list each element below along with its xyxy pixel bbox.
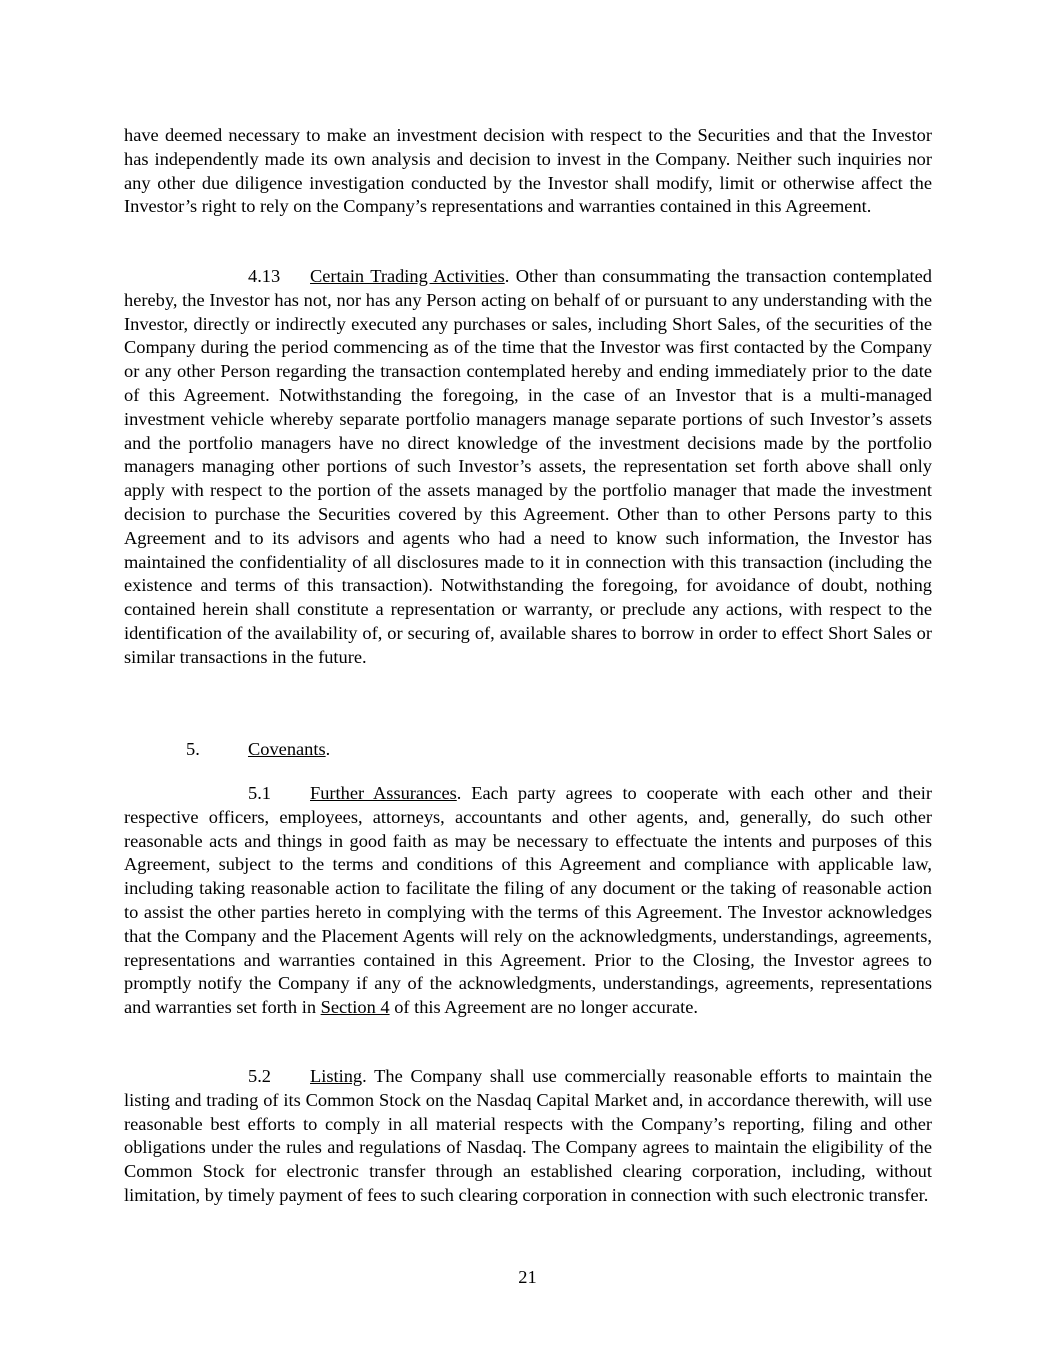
section-title: Listing <box>310 1066 363 1086</box>
section-title: Covenants <box>248 739 326 759</box>
carryover-paragraph <box>124 124 932 219</box>
section-5-1-further-assurances <box>124 782 932 1020</box>
page-number: 21 <box>518 1267 537 1287</box>
section-body: . Other than consummating the transaction contemplated hereby, the Investor has not, nor has any Person acting on behalf of or pursuant to any understanding with the Investor, directly or indirectly executed any purchases or sales, including Short Sales, of the securities of the Company during the period commencing as of the time that the Investor was first contacted by the Company or any other Person regarding the transaction contemplated hereby and ending immediately prior to the date of this Agreement. Notwithstanding the foregoing, in the case of an Investor that is a multi-managed investment vehicle whereby separate portfolio managers manage separate portions of such Investor’s assets and the portfolio managers have no direct knowledge of the investment decisions made by the portfolio managers managing other portions of such Investor’s assets, the representation set forth above shall only apply with respect to the portion of the assets managed by the portfolio manager that made the investment decision to purchase the Securities covered by this Agreement. Other than to other Persons party to this Agreement and to its advisors and agents who had a need to know such information, the Investor has maintained the confidentiality of all disclosures made to it in connection with this transaction (including the existence and terms of this transaction). Notwithstanding the foregoing, for avoidance of doubt, nothing contained herein shall constitute a representation or warranty, or preclude any actions, with respect to the identification of the availability of, or securing of, available shares to borrow in order to effect Short Sales or similar transactions in the future. <box>124 266 932 667</box>
section-body: . Each party agrees to cooperate with each other and their respective officers, employees, attorneys, accountants and other agents, and, generally, do such other reasonable acts and things in good faith as may be necessary to effectuate the intents and purposes of this Agreement, subject to the terms and conditions of this Agreement and compliance with applicable law, including taking reasonable action to facilitate the filing of any document or the taking of reasonable action to assist the other parties hereto in complying with the terms of this Agreement. The Investor acknowledges that the Company and the Placement Agents will rely on the acknowledgments, understandings, agreements, representations and warranties contained in this Agreement. Prior to the Closing, the Investor agrees to promptly notify the Company if any of the acknowledgments, understandings, agreements, representations and warranties set forth in <box>124 783 932 1018</box>
section-body: . The Company shall use commercially reasonable efforts to maintain the listing and trading of its Common Stock on the Nasdaq Capital Market and, in accordance therewith, will use reasonable best efforts to comply in all material respects with the Company’s reporting, filing and other obligations under the rules and regulations of Nasdaq. The Company agrees to maintain the eligibility of the Common Stock for electronic transfer through an established clearing corporation, including, without limitation, by timely payment of fees to such clearing corporation in connection with such electronic transfer. <box>124 1066 932 1205</box>
paragraph-text <box>124 782 932 1020</box>
section-number: 5.1 <box>248 783 271 803</box>
section-title-period: . <box>325 739 331 759</box>
section-body-end: of this Agreement are no longer accurate. <box>389 997 699 1018</box>
section-4-reference: Section 4 <box>320 997 390 1018</box>
section-number: 4.13 <box>248 266 281 286</box>
section-number: 5.2 <box>248 1066 271 1086</box>
paragraph-text <box>124 265 932 670</box>
section-5-2-listing <box>124 1065 932 1208</box>
section-title: Further Assurances <box>310 783 457 803</box>
section-5-heading <box>186 738 330 762</box>
section-number: 5. <box>186 739 200 759</box>
section-title: Certain Trading Activities <box>310 266 505 286</box>
section-4-13-certain-trading-activities <box>124 265 932 670</box>
paragraph-text <box>124 1065 932 1208</box>
paragraph-text: have deemed necessary to make an investment decision with respect to the Securities and that the Investor has independently made its own analysis and decision to invest in the Company. Neither such inquiries nor any other due diligence investigation conducted by the Investor shall modify, limit or otherwise affect the Investor’s right to rely on the Company’s representations and warranties contained in this Agreement. <box>124 125 932 217</box>
